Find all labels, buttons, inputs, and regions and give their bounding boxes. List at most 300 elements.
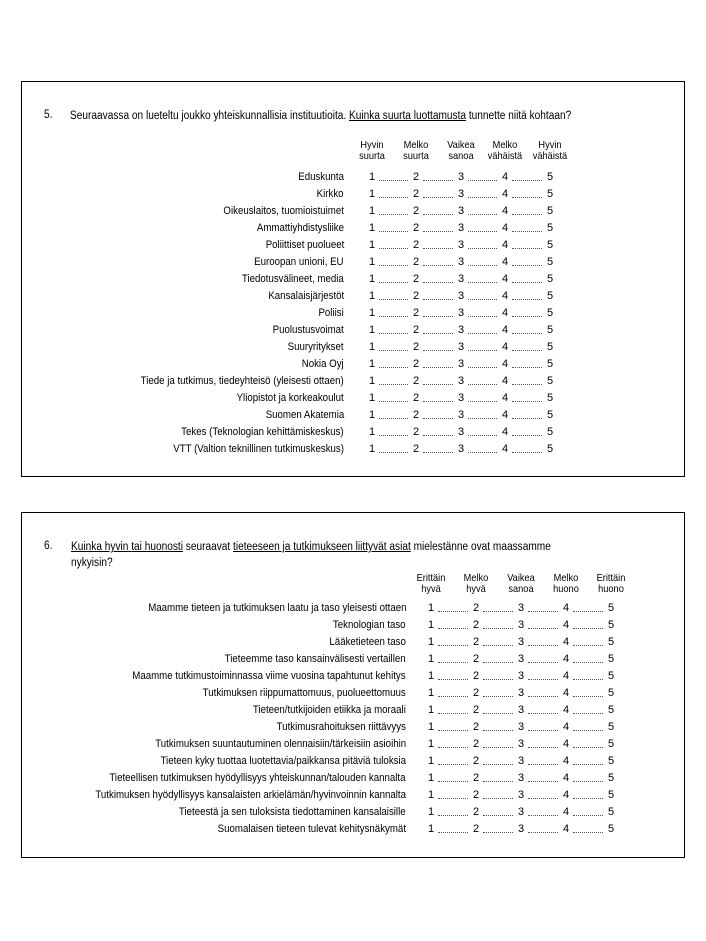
- option-4[interactable]: 4: [501, 188, 509, 200]
- item-label: Eduskunta: [298, 171, 344, 183]
- option-5[interactable]: 5: [607, 602, 615, 614]
- dotted-leader: [573, 645, 603, 646]
- dotted-leader: [468, 350, 497, 351]
- option-1[interactable]: 1: [368, 392, 376, 404]
- dotted-leader: [423, 197, 453, 198]
- option-5[interactable]: 5: [607, 789, 615, 801]
- item-row: [22, 409, 686, 426]
- option-2[interactable]: 2: [472, 738, 480, 750]
- option-3[interactable]: 3: [457, 188, 465, 200]
- option-4[interactable]: 4: [562, 636, 570, 648]
- option-2[interactable]: 2: [472, 823, 480, 835]
- dotted-leader: [512, 435, 542, 436]
- scale-header-5: Erittäin huono: [596, 572, 626, 595]
- item-label: Tutkimuksen hyödyllisyys kansalaisten arkielämän/hyvinvoinnin kannalta: [95, 789, 406, 801]
- option-4[interactable]: 4: [501, 290, 509, 302]
- option-2[interactable]: 2: [472, 602, 480, 614]
- option-5[interactable]: 5: [546, 171, 554, 183]
- item-row: [22, 687, 686, 704]
- option-5[interactable]: 5: [607, 823, 615, 835]
- option-3[interactable]: 3: [457, 409, 465, 421]
- item-row: [22, 222, 686, 239]
- dotted-leader: [379, 435, 408, 436]
- option-4[interactable]: 4: [501, 392, 509, 404]
- option-3[interactable]: 3: [457, 256, 465, 268]
- item-label: Tieteellisen tutkimuksen hyödyllisyys yhteiskunnan/talouden kannalta: [109, 772, 406, 784]
- option-5[interactable]: 5: [546, 205, 554, 217]
- option-4[interactable]: 4: [501, 409, 509, 421]
- item-label: Kansalaisjärjestöt: [268, 290, 344, 302]
- option-1[interactable]: 1: [427, 636, 435, 648]
- option-5[interactable]: 5: [607, 738, 615, 750]
- option-2[interactable]: 2: [412, 375, 420, 387]
- dotted-leader: [483, 798, 513, 799]
- option-5[interactable]: 5: [546, 443, 554, 455]
- option-4[interactable]: 4: [562, 806, 570, 818]
- option-3[interactable]: 3: [457, 392, 465, 404]
- option-5[interactable]: 5: [546, 239, 554, 251]
- dotted-leader: [483, 730, 513, 731]
- dotted-leader: [379, 231, 408, 232]
- option-5[interactable]: 5: [546, 409, 554, 421]
- dotted-leader: [379, 367, 408, 368]
- option-3[interactable]: 3: [457, 205, 465, 217]
- dotted-leader: [528, 747, 558, 748]
- option-4[interactable]: 4: [562, 619, 570, 631]
- option-1[interactable]: 1: [368, 426, 376, 438]
- option-2[interactable]: 2: [412, 341, 420, 353]
- dotted-leader: [379, 401, 408, 402]
- option-1[interactable]: 1: [368, 409, 376, 421]
- dotted-leader: [468, 282, 497, 283]
- question-text: Kuinka hyvin tai huonosti seuraavat tieteeseen ja tutkimukseen liittyvät asiat mielestänne ovat maassamme nykyisin?: [71, 541, 551, 569]
- option-3[interactable]: 3: [517, 823, 525, 835]
- dotted-leader: [512, 197, 542, 198]
- dotted-leader: [512, 248, 542, 249]
- dotted-leader: [528, 679, 558, 680]
- option-2[interactable]: 2: [412, 256, 420, 268]
- option-2[interactable]: 2: [472, 755, 480, 767]
- dotted-leader: [528, 832, 558, 833]
- option-3[interactable]: 3: [517, 755, 525, 767]
- dotted-leader: [423, 333, 453, 334]
- option-1[interactable]: 1: [427, 687, 435, 699]
- option-5[interactable]: 5: [546, 375, 554, 387]
- option-3[interactable]: 3: [457, 341, 465, 353]
- item-label: Tieteestä ja sen tuloksista tiedottaminen kansalaisille: [179, 806, 406, 818]
- dotted-leader: [423, 282, 453, 283]
- dotted-leader: [573, 679, 603, 680]
- scale-header-4: Melko huono: [553, 572, 579, 595]
- option-1[interactable]: 1: [368, 273, 376, 285]
- item-row: [22, 823, 686, 840]
- option-4[interactable]: 4: [562, 772, 570, 784]
- option-1[interactable]: 1: [427, 755, 435, 767]
- option-5[interactable]: 5: [607, 755, 615, 767]
- option-5[interactable]: 5: [607, 619, 615, 631]
- option-1[interactable]: 1: [368, 443, 376, 455]
- item-label: Suomen Akatemia: [265, 409, 344, 421]
- option-3[interactable]: 3: [517, 636, 525, 648]
- item-row: [22, 205, 686, 222]
- option-4[interactable]: 4: [501, 239, 509, 251]
- item-label: Tiede ja tutkimus, tiedeyhteisö (yleisesti ottaen): [140, 375, 344, 387]
- item-label: Tutkimuksen suuntautuminen olennaisiin/tärkeisiin asioihin: [155, 738, 406, 750]
- item-row: [22, 426, 686, 443]
- dotted-leader: [423, 248, 453, 249]
- option-1[interactable]: 1: [427, 619, 435, 631]
- option-2[interactable]: 2: [412, 358, 420, 370]
- dotted-leader: [512, 384, 542, 385]
- item-label: Yliopistot ja korkeakoulut: [236, 392, 344, 404]
- dotted-leader: [379, 282, 408, 283]
- option-4[interactable]: 4: [501, 171, 509, 183]
- option-2[interactable]: 2: [412, 392, 420, 404]
- option-1[interactable]: 1: [368, 290, 376, 302]
- option-5[interactable]: 5: [607, 636, 615, 648]
- item-label: VTT (Valtion teknillinen tutkimuskeskus): [173, 443, 344, 455]
- item-row: [22, 341, 686, 358]
- dotted-leader: [483, 832, 513, 833]
- option-4[interactable]: 4: [562, 602, 570, 614]
- option-3[interactable]: 3: [457, 273, 465, 285]
- option-4[interactable]: 4: [562, 755, 570, 767]
- option-2[interactable]: 2: [412, 171, 420, 183]
- option-1[interactable]: 1: [368, 205, 376, 217]
- option-2[interactable]: 2: [412, 290, 420, 302]
- option-3[interactable]: 3: [457, 375, 465, 387]
- option-4[interactable]: 4: [501, 426, 509, 438]
- option-1[interactable]: 1: [368, 256, 376, 268]
- emphasis-underlined: Kuinka suurta luottamusta: [349, 110, 467, 122]
- item-row: [22, 772, 686, 789]
- option-3[interactable]: 3: [517, 704, 525, 716]
- option-5[interactable]: 5: [607, 653, 615, 665]
- dotted-leader: [468, 299, 497, 300]
- option-3[interactable]: 3: [517, 738, 525, 750]
- dotted-leader: [423, 401, 453, 402]
- option-1[interactable]: 1: [368, 341, 376, 353]
- item-label: Poliisi: [318, 307, 344, 319]
- dotted-leader: [468, 214, 497, 215]
- dotted-leader: [468, 384, 497, 385]
- option-3[interactable]: 3: [517, 772, 525, 784]
- dotted-leader: [468, 401, 497, 402]
- dotted-leader: [423, 384, 453, 385]
- option-3[interactable]: 3: [457, 222, 465, 234]
- dotted-leader: [573, 764, 603, 765]
- option-1[interactable]: 1: [368, 188, 376, 200]
- dotted-leader: [512, 282, 542, 283]
- option-1[interactable]: 1: [427, 721, 435, 733]
- option-5[interactable]: 5: [546, 324, 554, 336]
- item-row: [22, 636, 686, 653]
- option-2[interactable]: 2: [472, 806, 480, 818]
- option-5[interactable]: 5: [607, 806, 615, 818]
- option-2[interactable]: 2: [472, 772, 480, 784]
- item-row: [22, 738, 686, 755]
- item-row: [22, 755, 686, 772]
- dotted-leader: [528, 628, 558, 629]
- option-2[interactable]: 2: [412, 188, 420, 200]
- option-1[interactable]: 1: [427, 602, 435, 614]
- option-1[interactable]: 1: [427, 653, 435, 665]
- item-row: [22, 188, 686, 205]
- option-1[interactable]: 1: [427, 806, 435, 818]
- option-1[interactable]: 1: [368, 239, 376, 251]
- option-5[interactable]: 5: [546, 188, 554, 200]
- dotted-leader: [512, 333, 542, 334]
- option-3[interactable]: 3: [517, 806, 525, 818]
- question-5-box: [21, 81, 685, 477]
- option-4[interactable]: 4: [562, 789, 570, 801]
- option-4[interactable]: 4: [501, 256, 509, 268]
- question-text: Seuraavassa on lueteltu joukko yhteiskunnallisia instituutioita. Kuinka suurta luottamusta tunnette niitä kohtaan?: [70, 110, 572, 122]
- dotted-leader: [528, 645, 558, 646]
- option-2[interactable]: 2: [472, 653, 480, 665]
- dotted-leader: [528, 611, 558, 612]
- option-4[interactable]: 4: [501, 307, 509, 319]
- item-row: [22, 239, 686, 256]
- option-2[interactable]: 2: [472, 670, 480, 682]
- dotted-leader: [512, 214, 542, 215]
- dotted-leader: [468, 452, 497, 453]
- option-1[interactable]: 1: [368, 171, 376, 183]
- dotted-leader: [483, 747, 513, 748]
- option-5[interactable]: 5: [546, 273, 554, 285]
- dotted-leader: [512, 299, 542, 300]
- dotted-leader: [512, 452, 542, 453]
- option-2[interactable]: 2: [412, 409, 420, 421]
- option-5[interactable]: 5: [607, 721, 615, 733]
- dotted-leader: [423, 265, 453, 266]
- option-3[interactable]: 3: [517, 687, 525, 699]
- dotted-leader: [528, 764, 558, 765]
- option-1[interactable]: 1: [427, 823, 435, 835]
- option-4[interactable]: 4: [562, 823, 570, 835]
- option-3[interactable]: 3: [517, 789, 525, 801]
- dotted-leader: [438, 815, 468, 816]
- dotted-leader: [512, 401, 542, 402]
- dotted-leader: [468, 333, 497, 334]
- option-2[interactable]: 2: [412, 324, 420, 336]
- dotted-leader: [528, 781, 558, 782]
- dotted-leader: [573, 696, 603, 697]
- option-2[interactable]: 2: [472, 636, 480, 648]
- dotted-leader: [468, 435, 497, 436]
- dotted-leader: [528, 730, 558, 731]
- dotted-leader: [528, 713, 558, 714]
- dotted-leader: [379, 350, 408, 351]
- option-5[interactable]: 5: [546, 392, 554, 404]
- option-1[interactable]: 1: [368, 358, 376, 370]
- option-4[interactable]: 4: [501, 324, 509, 336]
- dotted-leader: [438, 645, 468, 646]
- option-1[interactable]: 1: [368, 222, 376, 234]
- option-4[interactable]: 4: [562, 704, 570, 716]
- option-2[interactable]: 2: [412, 205, 420, 217]
- dotted-leader: [379, 299, 408, 300]
- item-label: Puolustusvoimat: [272, 324, 344, 336]
- option-1[interactable]: 1: [368, 324, 376, 336]
- dotted-leader: [379, 316, 408, 317]
- item-row: [22, 443, 686, 460]
- dotted-leader: [512, 265, 542, 266]
- dotted-leader: [438, 798, 468, 799]
- option-1[interactable]: 1: [368, 307, 376, 319]
- item-row: [22, 256, 686, 273]
- dotted-leader: [528, 815, 558, 816]
- item-label: Kirkko: [317, 188, 344, 200]
- item-label: Lääketieteen taso: [329, 636, 406, 648]
- option-2[interactable]: 2: [472, 721, 480, 733]
- item-row: [22, 307, 686, 324]
- option-2[interactable]: 2: [412, 222, 420, 234]
- dotted-leader: [423, 350, 453, 351]
- scale-header-2: Melko hyvä: [463, 572, 489, 595]
- option-2[interactable]: 2: [412, 443, 420, 455]
- dotted-leader: [573, 713, 603, 714]
- option-3[interactable]: 3: [517, 653, 525, 665]
- option-4[interactable]: 4: [562, 670, 570, 682]
- scale-header-4: Melko vähäistä: [487, 139, 523, 162]
- dotted-leader: [423, 180, 453, 181]
- item-label: Tieteemme taso kansainvälisesti vertaillen: [225, 653, 406, 665]
- option-3[interactable]: 3: [457, 307, 465, 319]
- dotted-leader: [423, 214, 453, 215]
- option-3[interactable]: 3: [457, 358, 465, 370]
- option-2[interactable]: 2: [472, 704, 480, 716]
- option-5[interactable]: 5: [546, 341, 554, 353]
- option-4[interactable]: 4: [501, 205, 509, 217]
- option-4[interactable]: 4: [501, 273, 509, 285]
- dotted-leader: [468, 231, 497, 232]
- option-2[interactable]: 2: [472, 789, 480, 801]
- dotted-leader: [573, 611, 603, 612]
- dotted-leader: [438, 781, 468, 782]
- option-3[interactable]: 3: [517, 602, 525, 614]
- option-5[interactable]: 5: [607, 772, 615, 784]
- option-5[interactable]: 5: [546, 256, 554, 268]
- option-3[interactable]: 3: [457, 239, 465, 251]
- option-1[interactable]: 1: [427, 789, 435, 801]
- option-2[interactable]: 2: [412, 273, 420, 285]
- item-row: [22, 171, 686, 188]
- dotted-leader: [573, 730, 603, 731]
- option-5[interactable]: 5: [607, 687, 615, 699]
- item-label: Tutkimuksen riippumattomuus, puolueettomuus: [202, 687, 406, 699]
- option-5[interactable]: 5: [546, 358, 554, 370]
- dotted-leader: [528, 798, 558, 799]
- option-4[interactable]: 4: [501, 358, 509, 370]
- option-2[interactable]: 2: [412, 426, 420, 438]
- dotted-leader: [438, 662, 468, 663]
- question-6-box: [21, 512, 685, 858]
- dotted-leader: [512, 180, 542, 181]
- option-4[interactable]: 4: [562, 687, 570, 699]
- option-5[interactable]: 5: [546, 222, 554, 234]
- option-4[interactable]: 4: [501, 341, 509, 353]
- dotted-leader: [379, 418, 408, 419]
- dotted-leader: [423, 367, 453, 368]
- item-row: [22, 653, 686, 670]
- option-3[interactable]: 3: [457, 290, 465, 302]
- option-3[interactable]: 3: [517, 721, 525, 733]
- option-4[interactable]: 4: [501, 443, 509, 455]
- option-4[interactable]: 4: [562, 653, 570, 665]
- dotted-leader: [423, 299, 453, 300]
- item-label: Suuryritykset: [288, 341, 344, 353]
- dotted-leader: [423, 418, 453, 419]
- dotted-leader: [423, 231, 453, 232]
- dotted-leader: [468, 316, 497, 317]
- option-4[interactable]: 4: [562, 721, 570, 733]
- option-1[interactable]: 1: [427, 772, 435, 784]
- option-5[interactable]: 5: [607, 670, 615, 682]
- item-label: Tiedotusvälineet, media: [242, 273, 344, 285]
- option-5[interactable]: 5: [607, 704, 615, 716]
- dotted-leader: [379, 180, 408, 181]
- item-label: Maamme tutkimustoiminnassa viime vuosina tapahtunut kehitys: [132, 670, 406, 682]
- question-number: 5.: [44, 109, 53, 121]
- dotted-leader: [423, 452, 453, 453]
- option-5[interactable]: 5: [546, 426, 554, 438]
- option-4[interactable]: 4: [562, 738, 570, 750]
- item-row: [22, 789, 686, 806]
- option-3[interactable]: 3: [457, 426, 465, 438]
- dotted-leader: [379, 384, 408, 385]
- dotted-leader: [468, 265, 497, 266]
- option-2[interactable]: 2: [472, 619, 480, 631]
- option-1[interactable]: 1: [427, 738, 435, 750]
- option-3[interactable]: 3: [517, 670, 525, 682]
- option-3[interactable]: 3: [517, 619, 525, 631]
- dotted-leader: [528, 696, 558, 697]
- item-row: [22, 602, 686, 619]
- dotted-leader: [483, 628, 513, 629]
- scale-header-3: Vaikea sanoa: [507, 572, 535, 595]
- option-3[interactable]: 3: [457, 171, 465, 183]
- dotted-leader: [512, 350, 542, 351]
- item-label: Tieteen kyky tuottaa luotettavia/paikkansa pitäviä tuloksia: [160, 755, 406, 767]
- option-5[interactable]: 5: [546, 290, 554, 302]
- dotted-leader: [573, 662, 603, 663]
- scale-header-2: Melko suurta: [403, 139, 429, 162]
- option-3[interactable]: 3: [457, 443, 465, 455]
- item-row: [22, 273, 686, 290]
- option-2[interactable]: 2: [412, 239, 420, 251]
- option-2[interactable]: 2: [412, 307, 420, 319]
- dotted-leader: [379, 197, 408, 198]
- dotted-leader: [379, 214, 408, 215]
- dotted-leader: [483, 713, 513, 714]
- option-4[interactable]: 4: [501, 375, 509, 387]
- option-2[interactable]: 2: [472, 687, 480, 699]
- option-3[interactable]: 3: [457, 324, 465, 336]
- dotted-leader: [379, 452, 408, 453]
- dotted-leader: [483, 781, 513, 782]
- item-label: Poliittiset puolueet: [265, 239, 344, 251]
- option-5[interactable]: 5: [546, 307, 554, 319]
- option-1[interactable]: 1: [368, 375, 376, 387]
- option-1[interactable]: 1: [427, 670, 435, 682]
- option-4[interactable]: 4: [501, 222, 509, 234]
- scale-header-1: Hyvin suurta: [359, 139, 385, 162]
- item-row: [22, 392, 686, 409]
- option-1[interactable]: 1: [427, 704, 435, 716]
- item-row: [22, 290, 686, 307]
- item-label: Euroopan unioni, EU: [254, 256, 344, 268]
